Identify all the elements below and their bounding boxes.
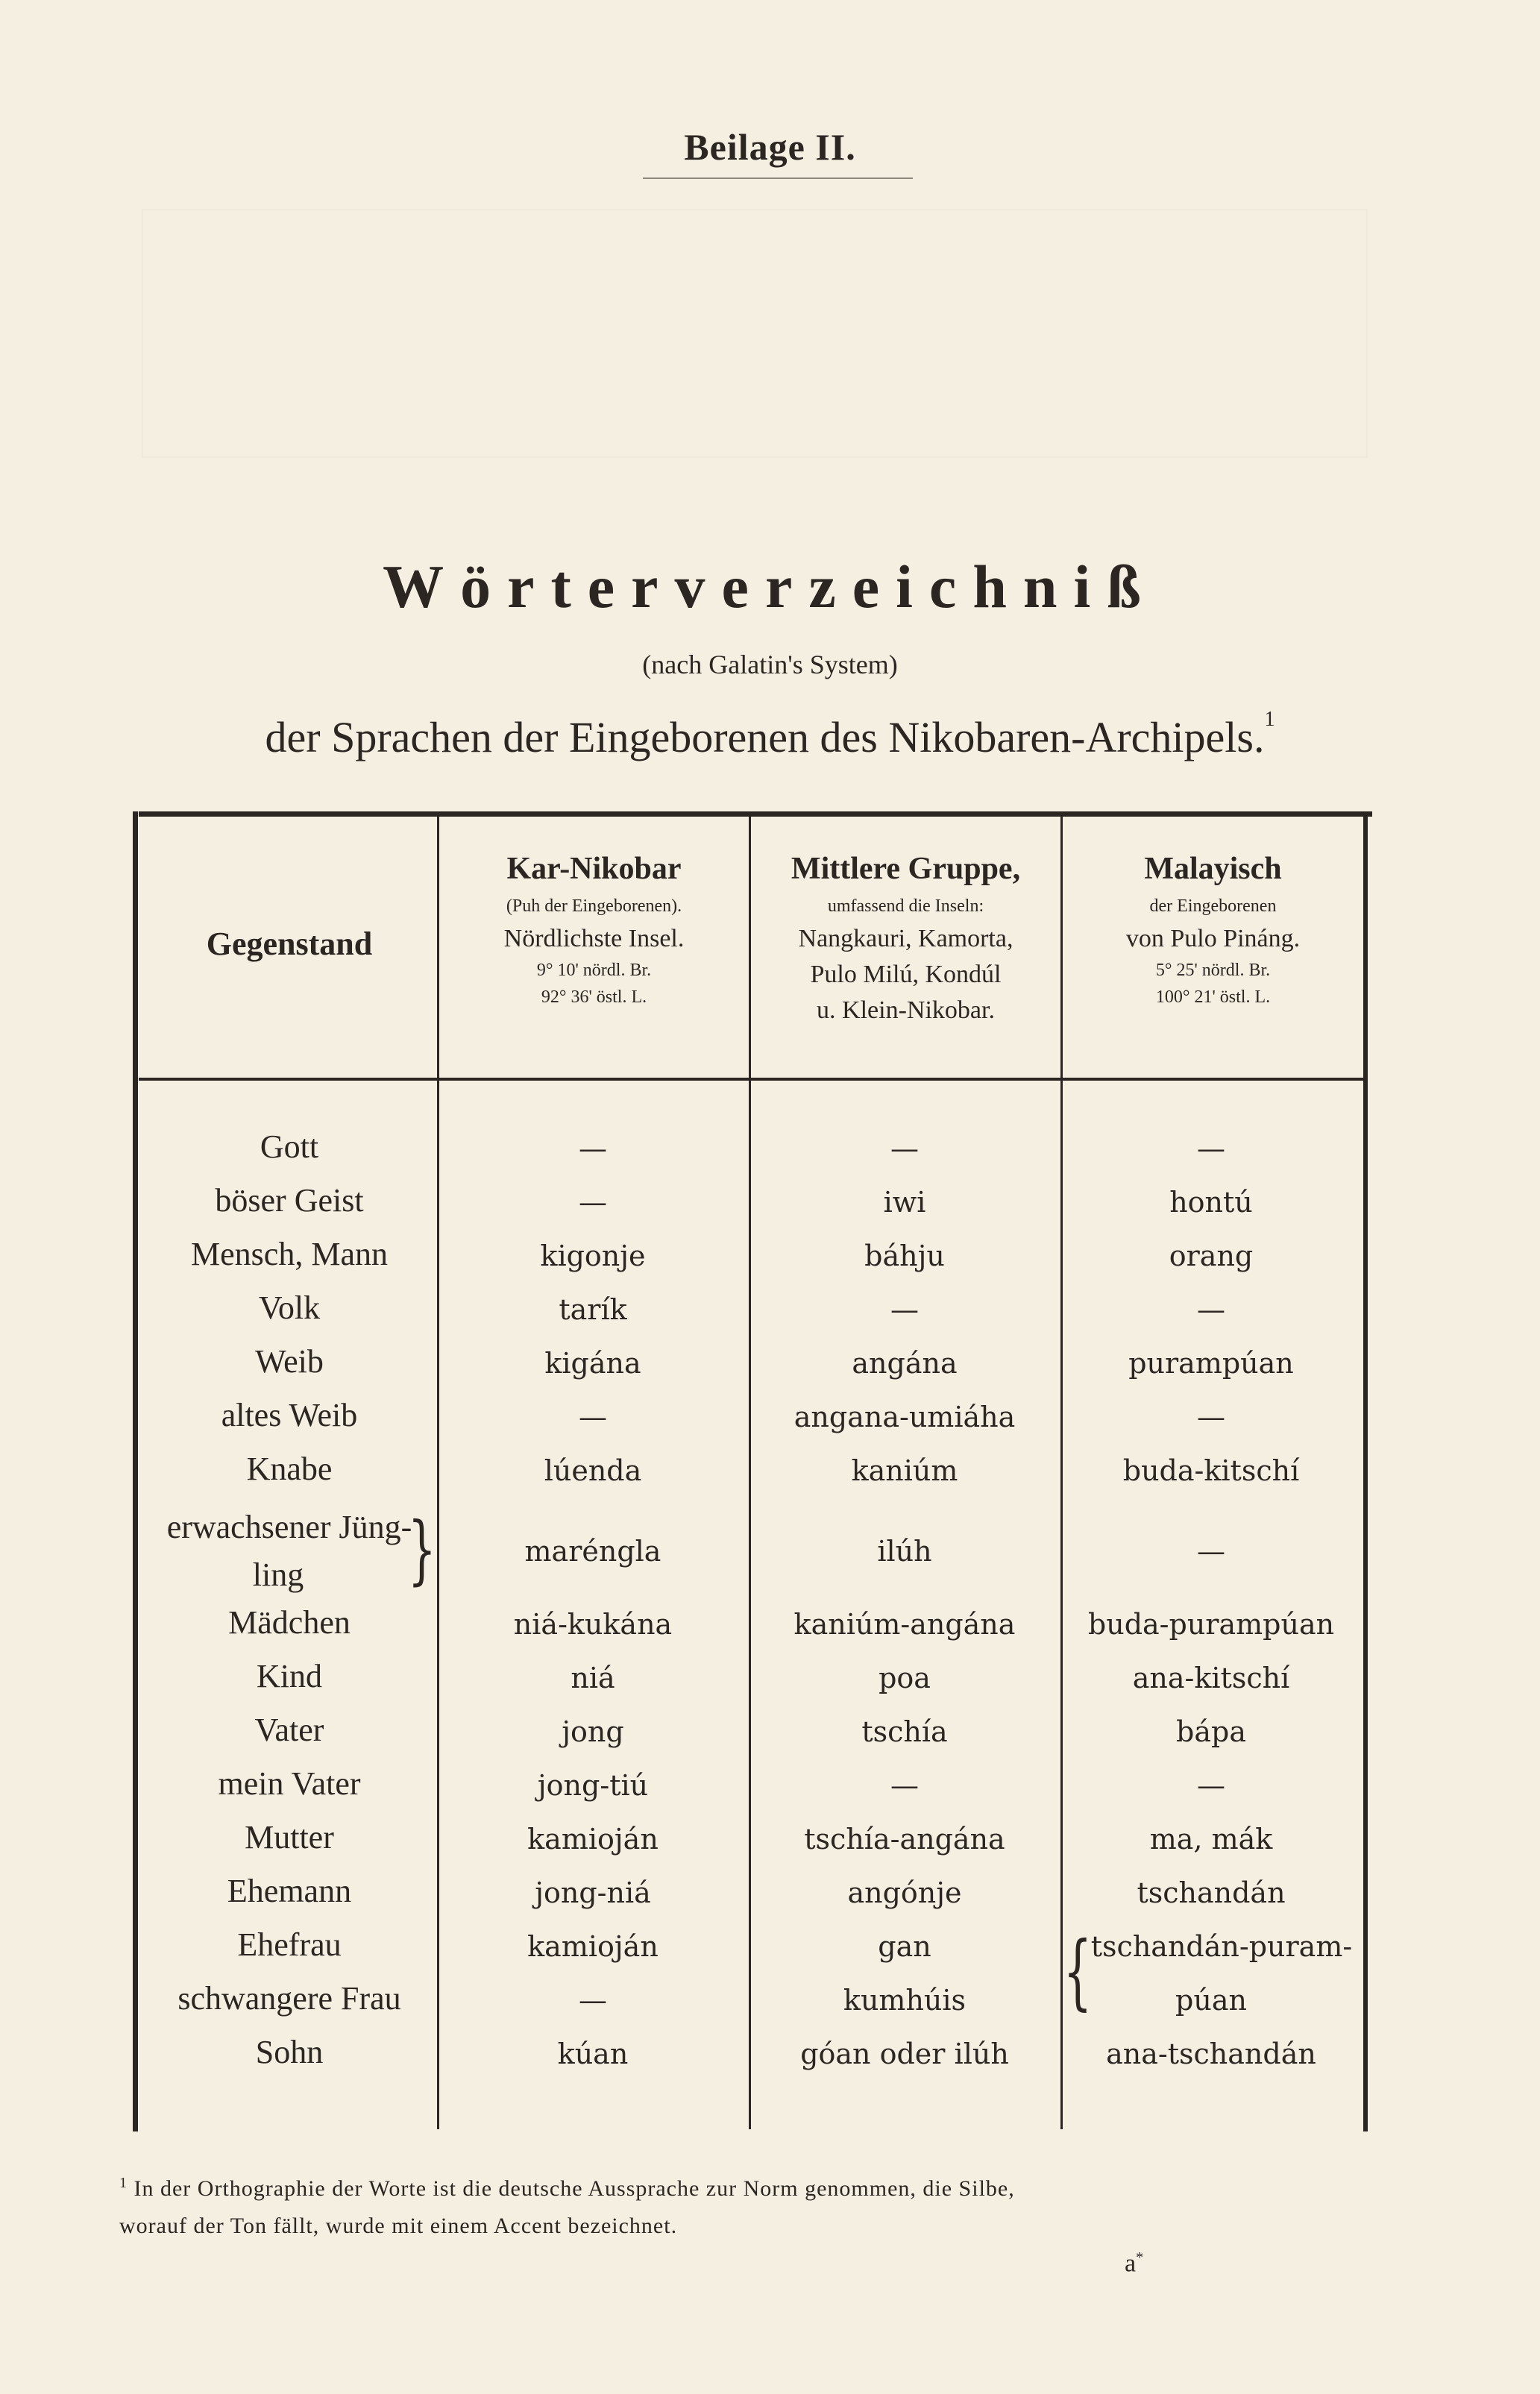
row-malayisch: purampúan [1128, 1347, 1294, 1380]
row-term: Vater [254, 1712, 324, 1748]
row-mittlere-gruppe: angana-umiáha [793, 1401, 1016, 1433]
table-row [139, 1178, 1365, 1232]
footnote-line1-text: In der Orthographie der Worte ist die deutsche Aussprache zur Norm genommen, die Silbe, [133, 2176, 1015, 2201]
header-gegenstand: Gegenstand [206, 926, 373, 962]
row-mittlere-gruppe: poa [879, 1662, 931, 1694]
table-row [139, 1286, 1365, 1339]
row-kar-nikobar: — [579, 1984, 607, 2017]
row-mittlere-gruppe: góan oder ilúh [800, 2038, 1009, 2070]
row-term: Weib [255, 1343, 324, 1380]
header-malayisch-line1: der Eingeborenen [1149, 896, 1277, 916]
brace-right: { [1063, 1923, 1093, 2019]
row-kar-nikobar: kamioján [527, 1823, 659, 1856]
table-row [139, 1393, 1365, 1447]
row-kar-nikobar: lúenda [544, 1454, 642, 1487]
header-kar-nikobar-line3: 9° 10' nördl. Br. [536, 961, 652, 980]
table-left-border [133, 811, 138, 2131]
header-kar-nikobar [439, 846, 749, 1011]
signature-letter: a [1125, 2249, 1137, 2278]
row-term: Mädchen [228, 1604, 351, 1641]
header-malayisch-name: Malayisch [1144, 852, 1282, 886]
row-kar-nikobar: kigonje [540, 1240, 646, 1272]
row-mittlere-gruppe: kaniúm-angána [793, 1608, 1016, 1641]
row-kar-nikobar: jong [562, 1715, 624, 1748]
header-kar-nikobar-name: Kar-Nikobar [506, 852, 682, 886]
row-kar-nikobar: tarík [559, 1293, 627, 1326]
row-kar-nikobar: kigána [544, 1347, 641, 1380]
row-term-line1: erwachsener Jüng- [166, 1509, 412, 1545]
row-malayisch: buda-purampúan [1087, 1608, 1335, 1641]
row-mittlere-gruppe: ilúh [877, 1535, 932, 1568]
row-term: Mutter [245, 1819, 334, 1856]
page-heading: Beilage II. [684, 126, 856, 168]
header-malayisch-line3: 5° 25' nördl. Br. [1155, 961, 1271, 980]
header-mittlere-gruppe [751, 846, 1060, 1028]
row-kar-nikobar: — [579, 1401, 607, 1433]
heading-rule [643, 177, 913, 179]
table-row [139, 1232, 1365, 1286]
header-kar-nikobar-line4: 92° 36' östl. L. [541, 987, 647, 1007]
row-malayisch: — [1197, 1132, 1225, 1165]
document-subtitle-2 [0, 708, 1540, 762]
brace-left: } [407, 1506, 436, 1593]
row-term: schwangere Frau [177, 1980, 401, 2017]
table-row [139, 1501, 1365, 1606]
header-malayisch [1063, 846, 1363, 1011]
header-mittlere-gruppe-line1: umfassend die Inseln: [827, 896, 984, 916]
header-mittlere-gruppe-line3: Pulo Milú, Kondúl [810, 961, 1002, 988]
row-malayisch: ana-tschandán [1106, 2038, 1316, 2070]
row-malayisch: púan [1175, 1984, 1247, 2017]
table-row [139, 1654, 1365, 1708]
row-malayisch: tschandán-puram- [1090, 1930, 1353, 1963]
row-mittlere-gruppe: — [890, 1769, 919, 1802]
footnote-line1 [119, 2164, 1387, 2208]
row-term [142, 1504, 437, 1599]
row-malayisch: ana-kitschí [1132, 1662, 1290, 1694]
row-kar-nikobar: — [579, 1132, 607, 1165]
row-term: Kind [257, 1658, 322, 1694]
footnote-reference: 1 [1264, 708, 1275, 731]
row-malayisch: hontú [1169, 1186, 1253, 1219]
row-kar-nikobar: maréngla [524, 1535, 661, 1568]
table-row [139, 1708, 1365, 1762]
row-mittlere-gruppe: báhju [864, 1240, 945, 1272]
row-mittlere-gruppe: tschía [861, 1715, 948, 1748]
table-row [139, 1600, 1365, 1654]
row-kar-nikobar: niá-kukána [513, 1608, 673, 1641]
table-row [139, 1125, 1365, 1178]
table-row [139, 1976, 1365, 2030]
row-kar-nikobar: — [579, 1186, 607, 1219]
table-row [139, 1339, 1365, 1393]
row-malayisch: — [1197, 1401, 1225, 1433]
show-through-shadow [142, 209, 1368, 458]
row-malayisch: buda-kitschí [1122, 1454, 1300, 1487]
row-term: Gott [260, 1128, 319, 1165]
document-title: Wörterverzeichniß [383, 553, 1157, 621]
document-subtitle: (nach Galatin's System) [642, 650, 898, 679]
row-term: Mensch, Mann [191, 1236, 388, 1272]
header-malayisch-line2: von Pulo Pináng. [1125, 925, 1301, 952]
table-row [139, 1762, 1365, 1815]
row-malayisch: bápa [1176, 1715, 1246, 1748]
row-malayisch: — [1197, 1293, 1225, 1326]
row-malayisch: — [1197, 1769, 1225, 1802]
row-term: Sohn [255, 2034, 324, 2070]
row-term: mein Vater [218, 1765, 361, 1802]
table-row [139, 1923, 1365, 1976]
header-mittlere-gruppe-line2: Nangkauri, Kamorta, [798, 925, 1013, 952]
row-term: Volk [258, 1289, 321, 1326]
row-term: altes Weib [221, 1397, 358, 1433]
row-term: böser Geist [215, 1182, 364, 1219]
row-kar-nikobar: kúan [557, 2038, 629, 2070]
table-row [139, 1447, 1365, 1501]
row-kar-nikobar: kamioján [527, 1930, 659, 1963]
row-malayisch: ma, mák [1149, 1823, 1273, 1856]
row-malayisch: — [1197, 1535, 1225, 1568]
table-row [139, 1869, 1365, 1923]
row-mittlere-gruppe: — [890, 1132, 919, 1165]
row-malayisch: tschandán [1137, 1876, 1286, 1909]
row-term-line2: ling [252, 1556, 304, 1593]
row-kar-nikobar: niá [571, 1662, 615, 1694]
table-header-divider [139, 1078, 1365, 1081]
footnote [119, 2164, 1387, 2245]
signature-mark [1125, 2249, 1143, 2278]
row-kar-nikobar: jong-tiú [537, 1769, 649, 1802]
row-malayisch: orang [1169, 1240, 1254, 1272]
row-kar-nikobar: jong-niá [535, 1876, 651, 1909]
subtitle-2-text: der Sprachen der Eingeborenen des Nikobaren-Archipels. [265, 713, 1265, 761]
row-term: Ehemann [227, 1873, 352, 1909]
signature-asterisk: * [1136, 2249, 1144, 2266]
table-row [139, 1815, 1365, 1869]
header-mittlere-gruppe-line4: u. Klein-Nikobar. [817, 996, 995, 1024]
row-mittlere-gruppe: kumhúis [843, 1984, 967, 2017]
row-mittlere-gruppe: tschía-angána [804, 1823, 1005, 1856]
row-term: Knabe [246, 1451, 333, 1487]
row-term: Ehefrau [237, 1926, 342, 1963]
row-mittlere-gruppe: angána [852, 1347, 958, 1380]
header-kar-nikobar-line2: Nördlichste Insel. [503, 925, 685, 952]
header-malayisch-line4: 100° 21' östl. L. [1155, 987, 1271, 1007]
row-mittlere-gruppe: gan [878, 1930, 931, 1963]
footnote-mark: 1 [119, 2175, 128, 2191]
table-top-border [139, 811, 1372, 817]
table-row [139, 2030, 1365, 2084]
row-mittlere-gruppe: kaniúm [851, 1454, 958, 1487]
header-mittlere-gruppe-name: Mittlere Gruppe, [791, 852, 1021, 886]
row-mittlere-gruppe: iwi [883, 1186, 926, 1219]
header-kar-nikobar-line1: (Puh der Eingeborenen). [506, 896, 682, 916]
row-mittlere-gruppe: — [890, 1293, 919, 1326]
footnote-line2: worauf der Ton fällt, wurde mit einem Accent bezeichnet. [119, 2214, 678, 2238]
row-mittlere-gruppe: angónje [847, 1876, 962, 1909]
